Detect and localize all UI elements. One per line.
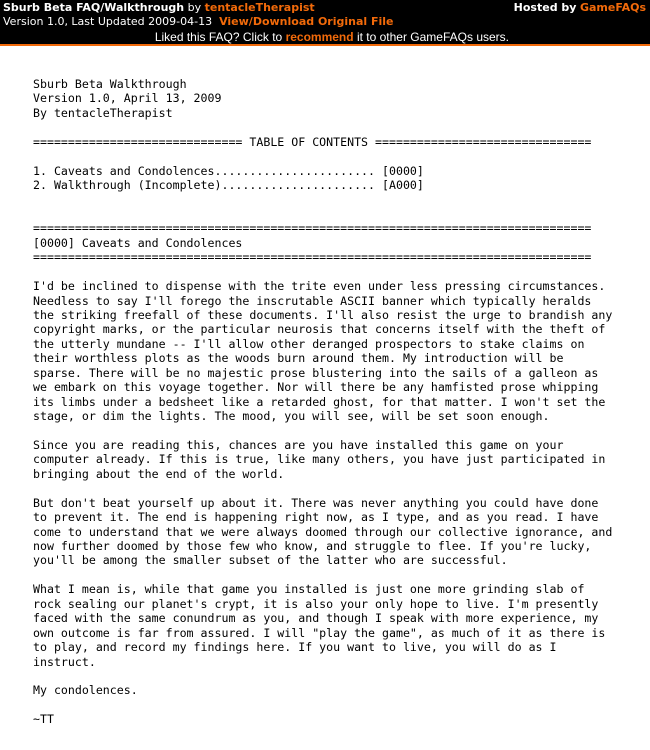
document-line: sparse. There will be no majestic prose blustering into the sails of a galleon as: [33, 365, 599, 380]
document-line: stage, or dim the lights. The mood, you will see, will be set soon enough.: [33, 409, 550, 424]
hosted-by-label: Hosted by: [513, 1, 577, 14]
document-line: Version 1.0, April 13, 2009: [33, 91, 222, 106]
gamefaqs-link[interactable]: GameFAQs: [579, 1, 646, 14]
document-line: faced with the same conundrum as you, and though I speak with more experience, my: [33, 611, 599, 626]
gamefaqs-header-bar: [0, 0, 650, 46]
document-line: [33, 481, 612, 495]
document-line: [0000] Caveats and Condolences: [33, 235, 243, 250]
document-line: now further doomed by those few who know, and struggle to flee. If you're lucky,: [33, 539, 592, 553]
document-line: instruct.: [33, 654, 96, 669]
document-line: [33, 149, 612, 163]
document-line: to prevent it. The end is happening right now, as I type, and as you read. I have: [33, 510, 599, 525]
document-line: Sburb Beta Walkthrough: [33, 77, 187, 91]
document-line: [33, 698, 612, 712]
document-line: to play, and record my findings here. If you want to live, you will do as I: [33, 640, 557, 655]
document-line: computer already. If this is true, like many others, you have just participated in: [33, 452, 606, 467]
faq-title: Sburb Beta FAQ/Walkthrough: [3, 1, 185, 14]
document-line: their worthless plots as the woods burn around them. My introduction will be: [33, 351, 564, 366]
document-line: Since you are reading this, chances are you have installed this game on your: [33, 437, 564, 452]
document-line: [33, 669, 612, 683]
document-line: [33, 424, 612, 438]
document-line: come to understand that we were always doomed through our collective ignorance, and: [33, 524, 613, 539]
document-line: copyright marks, or the particular neurosis that concerns itself with the theft of: [33, 322, 606, 337]
document-line: What I mean is, while that game you installed is just one more grinding slab of: [33, 582, 585, 597]
by-label: by: [187, 1, 202, 14]
document-line: Needless to say I'll forego the inscrutable ASCII banner which typically heralds: [33, 293, 592, 308]
document-line: My condolences.: [33, 683, 138, 698]
document-line: ~TT: [33, 712, 54, 727]
document-line: ================================================================================: [33, 221, 592, 236]
view-download-link[interactable]: View/Download Original File: [219, 15, 394, 28]
hosted-by: [514, 1, 646, 14]
document-line: By tentacleTherapist: [33, 105, 173, 120]
recommend-link[interactable]: recommend: [285, 30, 354, 44]
document-line: its limbs under a bedsheet like a retarded ghost, for that matter. I won't set the: [33, 394, 606, 409]
document-line: [33, 207, 612, 221]
version-info: Version 1.0, Last Updated 2009-04-13: [3, 15, 213, 28]
document-line: ================================================================================: [33, 250, 592, 265]
document-line: 1. Caveats and Condolences....................... [0000]: [33, 163, 424, 178]
document-line: bringing about the end of the world.: [33, 466, 285, 481]
document-line: But don't beat yourself up about it. There was never anything you could have done: [33, 495, 599, 510]
faq-document-text: [33, 77, 612, 727]
document-line: I'd be inclined to dispense with the trite even under less pressing circumstances.: [33, 279, 606, 294]
document-line: ============================== TABLE OF CONTENTS ===============================: [33, 134, 592, 149]
faq-title-row: [3, 1, 315, 14]
recommend-suffix: it to other GameFAQs users.: [356, 30, 509, 44]
document-line: [33, 193, 612, 207]
document-line: the striking freefall of these documents. I'll also resist the urge to brandish any: [33, 308, 613, 322]
document-line: rock sealing our planet's crypt, it is also your only hope to live. I'm presently: [33, 596, 599, 611]
document-line: the utterly mundane -- I'll allow other deranged prospectors to stake claims on: [33, 336, 585, 351]
document-line: 2. Walkthrough (Incomplete)...................... [A000]: [33, 178, 424, 193]
document-line: [33, 120, 612, 134]
faq-version-row: [3, 15, 394, 28]
document-line: own outcome is far from assured. I will "play the game", as much of it as there is: [33, 625, 606, 640]
document-line: [33, 265, 612, 279]
recommend-prefix: Liked this FAQ? Click to: [154, 30, 283, 44]
author-link[interactable]: tentacleTherapist: [204, 1, 315, 14]
document-line: we embark on this voyage together. Nor will there be any hamfisted prose whipping: [33, 380, 599, 395]
recommend-row: [155, 30, 509, 44]
document-line: [33, 568, 612, 582]
document-line: you'll be among the smaller subset of the latter who are successful.: [33, 553, 508, 568]
